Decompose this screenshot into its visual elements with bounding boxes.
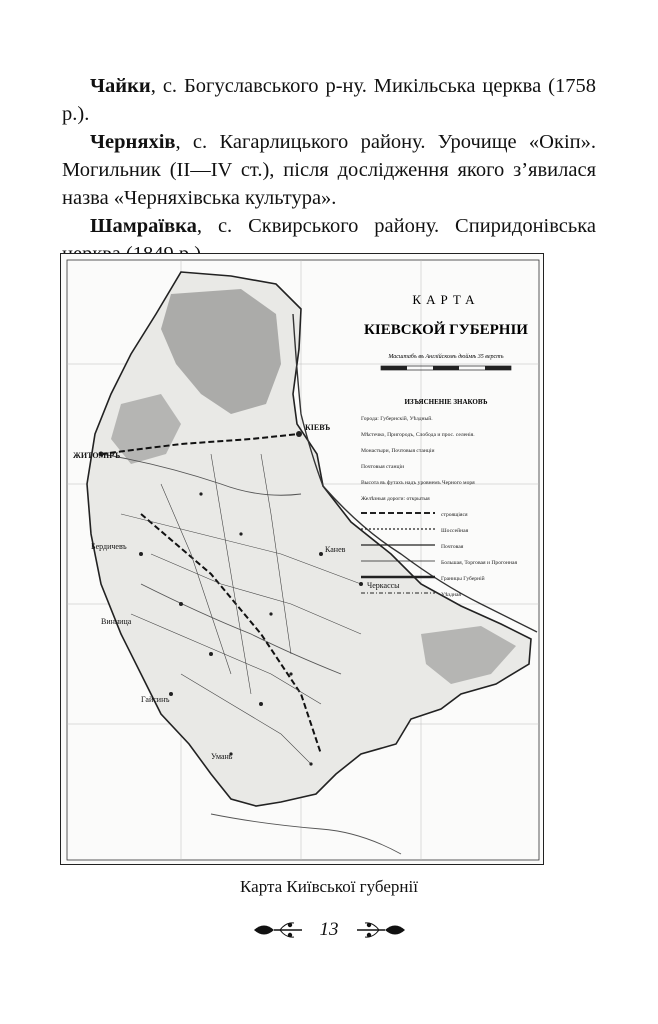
city-label-vinnytsia: Винница (101, 617, 132, 626)
city-label-berdychiv: Бердичевъ (91, 542, 127, 551)
body-text (62, 72, 596, 268)
legend-item: Почтовыя станціи (361, 464, 405, 470)
entry-text: , с. Сквирського району. Спиридонівська (196, 215, 596, 237)
city-label-uman: Умань (211, 752, 233, 761)
legend-item: Высота въ футахъ надъ уровнемъ Черного моря (361, 480, 475, 486)
entry-text: , с. Кагарлицького району. Урочище «Окіп». Могильник (II—IV ст.), після дослідження якого з’явилася назва «Черняхівська культура». (62, 131, 596, 209)
legend-title: ИЗЪЯСНЕНІЕ ЗНАКОВЪ (404, 398, 488, 406)
figure-caption: Карта Київської губернії (240, 877, 418, 896)
legend-item: Почтовая (441, 544, 464, 550)
legend-item: Границы Губерній (441, 576, 485, 582)
river (211, 814, 401, 854)
ornament-right-icon (353, 919, 409, 941)
map-scale: Масштабъ въ Англійскомъ дюймѣ 35 верстъ (388, 354, 504, 360)
map-subtitle: КІЕВСКОЙ ГУБЕРНІИ (364, 322, 528, 338)
map-title: КАРТА (412, 292, 480, 307)
city-label-cherkasy: Черкассы (367, 581, 400, 590)
province-region (87, 272, 531, 806)
legend-item: Монастыри, Почтовыя станціи (361, 448, 435, 454)
map-figure (60, 253, 544, 865)
legend-item: Города: Губернскій, Уѣздный. (361, 416, 433, 422)
entry-title: Шамраївка (90, 215, 197, 237)
legend-item: Уѣздная (441, 592, 462, 598)
map-drawing (61, 254, 544, 865)
city-label-kyiv: КІЕВЪ (305, 423, 331, 432)
entry-text: , с. Богуславського р-ну. Микільська церква (1758 р.). (62, 75, 596, 125)
entry-title: Черняхів (90, 131, 176, 153)
scale-bar (381, 366, 511, 370)
legend-item: Мѣстечко, Пригородъ, Слобода и прос. селенія. (361, 432, 475, 438)
legend-item: Шоссейная (441, 528, 469, 534)
legend-item: Желѣзныя дороги: открытыя (361, 496, 430, 502)
legend-item: Большая, Торговая и Прогонная (441, 560, 518, 566)
legend-item: строящіяся (441, 512, 468, 518)
entry-title: Чайки (90, 75, 151, 97)
page-number: 13 (319, 919, 339, 940)
entry-cherniakhiv (62, 128, 596, 212)
city-label-zhytomyr: ЖИТОМІРЪ (73, 451, 121, 460)
entry-chaiky (62, 72, 596, 128)
page-footer (0, 916, 658, 944)
city-label-haisyn: Гайсинъ (141, 695, 170, 704)
city-label-kaniv: Канев (325, 545, 346, 554)
ornament-left-icon (250, 919, 306, 941)
